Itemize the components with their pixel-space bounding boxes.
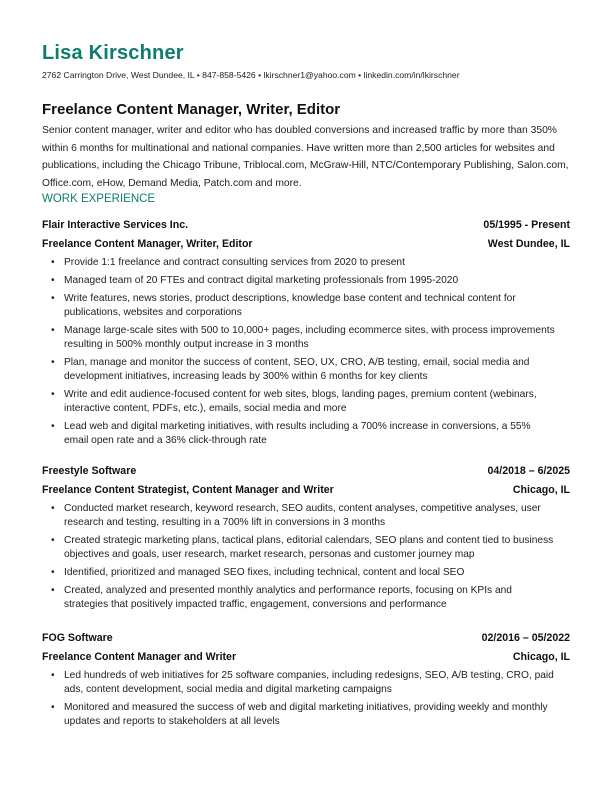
bullet-item: • Created, analyzed and presented monthly analytics and performance reports, focusing on KPIs and strategies that positively impacted traffic, engagement, conversions and performance — [64, 584, 570, 612]
dates: 02/2016 – 05/2022 — [481, 632, 570, 644]
bullet-list — [42, 256, 570, 448]
bullet-item: • Lead web and digital marketing initiatives, with results including a 700% increase in conversions, a 55% email open rate and a 36% click-through rate — [64, 420, 570, 448]
job-title: Freelance Content Manager, Writer, Editor — [42, 237, 253, 250]
bullet-item: • Write and edit audience-focused content for web sites, blogs, landing pages, premium content (webinars, interactive content, PDFs, etc.), emails, social media and more — [64, 388, 570, 416]
section-title-work-experience: WORK EXPERIENCE — [42, 193, 156, 205]
bullet-item: • Conducted market research, keyword research, SEO audits, content analyses, competitive analyses, user research and testing, resulting in a 700% lift in conversions in 3 months — [64, 502, 570, 530]
job-title: Freelance Content Strategist, Content Manager and Writer — [42, 483, 334, 496]
candidate-name: Lisa Kirschner — [42, 42, 184, 64]
company: Freestyle Software — [42, 465, 137, 477]
bullet-item: • Plan, manage and monitor the success of content, SEO, UX, CRO, A/B testing, email, social media and development initiatives, increasing leads by 300% within 6 months for key clients — [64, 356, 570, 384]
company: Flair Interactive Services Inc. — [42, 219, 189, 231]
job-entry — [42, 216, 570, 452]
bullet-item: • Led hundreds of web initiatives for 25 software companies, including redesigns, SEO, A/B testing, CRO, paid ads, content development, social media and digital marketing campaigns — [64, 669, 570, 697]
bullet-item: • Monitored and measured the success of web and digital marketing initiatives, providing weekly and monthly updates and reports to stakeholders at all levels — [64, 701, 570, 729]
contact-info: 2762 Carrington Drive, West Dundee, IL • 847-858-5426 • lkirschner1@yahoo.com • linkedin.com/in/lkirschner — [42, 70, 460, 80]
location: Chicago, IL — [512, 650, 570, 663]
job-entry — [42, 629, 570, 733]
bullet-item: • Write features, news stories, product descriptions, knowledge base content and technical content for publications, websites and corporations — [64, 292, 570, 320]
location: West Dundee, IL — [487, 237, 570, 250]
job-title: Freelance Content Manager and Writer — [42, 650, 237, 663]
bullet-item: • Manage large-scale sites with 500 to 10,000+ pages, including ecommerce sites, with process improvements resulting in 500% monthly output increase in 3 months — [64, 324, 570, 352]
bullet-list — [42, 502, 570, 612]
location: Chicago, IL — [512, 483, 570, 496]
company: FOG Software — [42, 632, 113, 644]
bullet-item: • Identified, prioritized and managed SEO fixes, including technical, content and local SEO — [64, 566, 570, 580]
bullet-item: • Provide 1:1 freelance and contract consulting services from 2020 to present — [64, 256, 570, 270]
dates: 05/1995 - Present — [483, 219, 570, 231]
bullet-list — [42, 669, 570, 729]
job-entry — [42, 462, 570, 616]
summary: Senior content manager, writer and editor who has doubled conversions and increased traffic by more than 350% within 6 months for multinational and national companies. Have written more than 2,500 articles for websites and publications, including the Chicago Tribune, Triblocal.com, McGraw-Hill, NTC/Contemporary Publishing, Salon.com, Office.com, eHow, Demand Media, Patch.com and more. — [42, 125, 569, 189]
bullet-item: • Created strategic marketing plans, tactical plans, editorial calendars, SEO plans and content tied to business objectives and goals, user research, market research, personas and customer journey map — [64, 534, 570, 562]
dates: 04/2018 – 6/2025 — [487, 465, 570, 477]
headline: Freelance Content Manager, Writer, Editor — [42, 101, 341, 118]
bullet-item: • Managed team of 20 FTEs and contract digital marketing professionals from 1995-2020 — [64, 274, 570, 288]
